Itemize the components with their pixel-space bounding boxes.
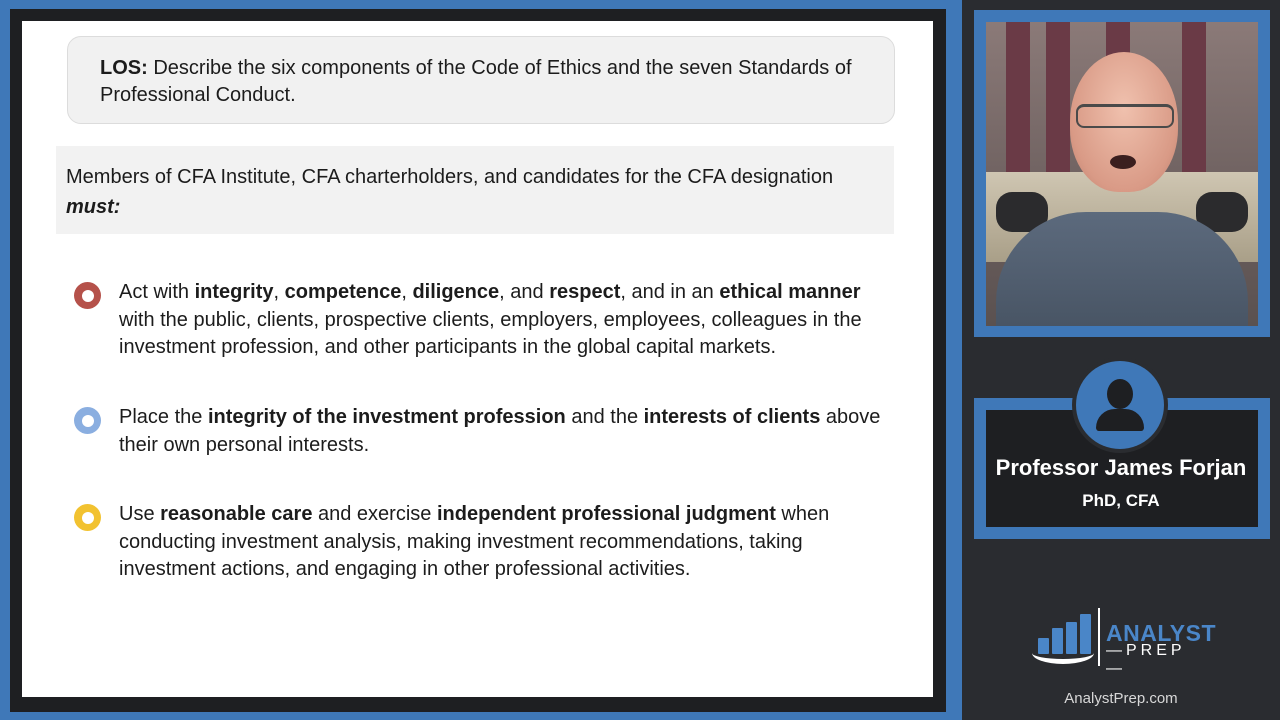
members-must: must: xyxy=(66,196,121,218)
bullet-circle-icon xyxy=(74,504,101,531)
slide xyxy=(22,21,933,697)
bullet-item xyxy=(74,404,884,459)
avatar xyxy=(1072,357,1168,453)
analystprep-logo xyxy=(1030,606,1216,677)
bullet-text: Use reasonable care and exercise independent professional judgment when conducting investment analysis, making investment recommendations, taking investment actions, and engaging in other professional activities. xyxy=(119,503,830,580)
webcam-frame xyxy=(974,10,1270,337)
bullet-text: Place the integrity of the investment profession and the interests of clients above their own personal interests. xyxy=(119,406,881,456)
bullet-item xyxy=(74,279,884,362)
los-text: Describe the six components of the Code of Ethics and the seven Standards of Professional Conduct. xyxy=(100,57,852,106)
los-box xyxy=(67,36,895,124)
logo-analyst-text: ANALYST xyxy=(1106,620,1216,646)
presenter-name: Professor James Forjan xyxy=(995,455,1247,480)
members-text: Members of CFA Institute, CFA charterholders, and candidates for the CFA designation xyxy=(66,166,834,188)
bullet-circle-icon xyxy=(74,407,101,434)
los-label: LOS: xyxy=(100,57,148,79)
user-icon xyxy=(1076,361,1164,449)
presenter-video xyxy=(986,22,1258,326)
presenter-credentials: PhD, CFA xyxy=(1082,491,1160,510)
bullet-circle-icon xyxy=(74,282,101,309)
bullet-item xyxy=(74,501,884,584)
members-statement xyxy=(56,146,894,234)
logo-prep-text: —PREP— xyxy=(1106,642,1186,677)
bullet-text: Act with integrity, competence, diligence, and respect, and in an ethical manner with the public, clients, prospective clients, employers, employees, colleagues in the investment profession, and other participants in the global capital markets. xyxy=(119,281,862,358)
site-url: AnalystPrep.com xyxy=(1064,690,1178,707)
